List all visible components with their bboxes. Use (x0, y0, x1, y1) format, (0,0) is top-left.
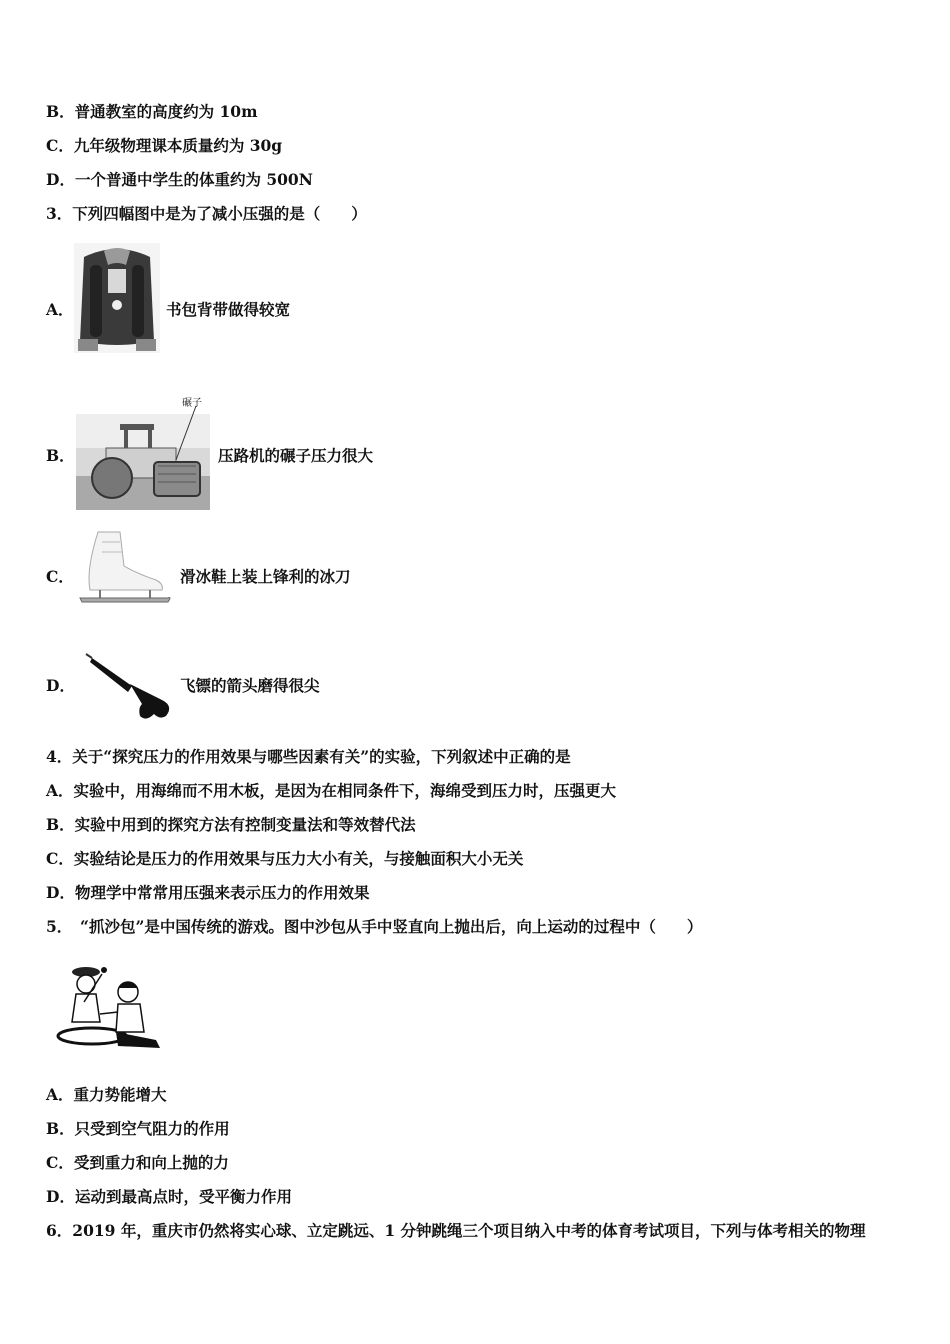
ice-skate-image (76, 530, 172, 606)
q3-option-d-letter: D． (46, 676, 75, 695)
q6-stem: 6．2019 年，重庆市仍然将实心球、立定跳远、1 分钟跳绳三个项目纳入中考的体育考试项目，下列与体考相关的物理 (46, 1221, 866, 1240)
q5-option-a: A．重力势能增大 (46, 1085, 167, 1104)
q4-option-c: C．实验结论是压力的作用效果与压力大小有关，与接触面积大小无关 (46, 849, 524, 868)
q3-option-a-letter: A． (46, 300, 74, 319)
q5-stem: 5． “抓沙包”是中国传统的游戏。图中沙包从手中竖直向上抛出后，向上运动的过程中（ ） (46, 917, 703, 936)
sandbag-game-image (56, 962, 162, 1050)
q2-option-c: C．九年级物理课本质量约为 30g (46, 136, 283, 155)
q4-option-d: D．物理学中常常用压强来表示压力的作用效果 (46, 883, 370, 902)
q5-option-b: B．只受到空气阻力的作用 (46, 1119, 230, 1138)
q3-option-d-text: 飞镖的箭头磨得很尖 (180, 676, 320, 695)
q3-stem: 3．下列四幅图中是为了减小压强的是（ ） (46, 204, 367, 223)
q2-option-b: B．普通教室的高度约为 10m (46, 102, 258, 121)
q5-option-d: D．运动到最高点时，受平衡力作用 (46, 1187, 292, 1206)
q4-option-a: A．实验中，用海绵而不用木板，是因为在相同条件下，海绵受到压力时，压强更大 (46, 781, 617, 800)
q3-option-c-text: 滑冰鞋上装上锋利的冰刀 (180, 567, 351, 586)
q2-option-d: D．一个普通中学生的体重约为 500N (46, 170, 313, 189)
backpack-image (74, 243, 160, 353)
q3-option-a-text: 书包背带做得较宽 (166, 300, 291, 319)
dart-image (84, 652, 176, 724)
q3-option-b-letter: B． (46, 446, 75, 465)
q3-option-b-text: 压路机的碾子压力很大 (218, 446, 374, 465)
q5-option-c: C．受到重力和向上抛的力 (46, 1153, 229, 1172)
q4-option-b: B．实验中用到的探究方法有控制变量法和等效替代法 (46, 815, 416, 834)
road-roller-image (76, 394, 212, 510)
q3-option-c-letter: C． (46, 567, 74, 586)
roller-caption: 碾子 (182, 398, 202, 409)
q4-stem: 4．关于“探究压力的作用效果与哪些因素有关”的实验，下列叙述中正确的是 (46, 747, 571, 766)
